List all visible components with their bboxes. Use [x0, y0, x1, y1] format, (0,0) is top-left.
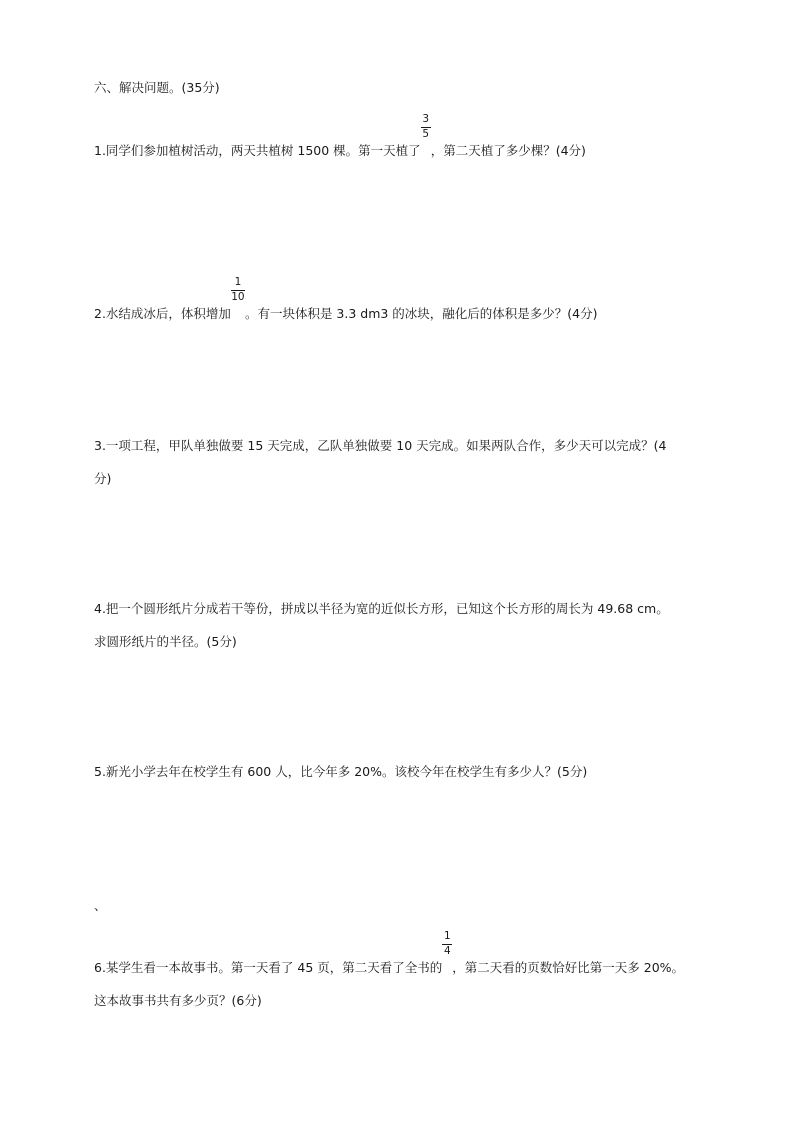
section-title: 六、解决问题。(35分) — [94, 80, 220, 95]
question-3-line-2: 分) — [94, 471, 112, 486]
fraction-numerator: 1 — [234, 276, 242, 288]
question-6-text-a: 6.某学生看一本故事书。第一天看了 45 页，第二天看了全书的 — [94, 960, 443, 975]
fraction-denominator: 10 — [231, 291, 245, 303]
fraction-denominator: 4 — [443, 945, 451, 957]
fraction-3-5 — [421, 113, 431, 159]
question-2-text-a: 2.水结成冰后，体积增加 — [94, 306, 231, 321]
fraction-numerator: 3 — [422, 113, 430, 125]
fraction-1-4 — [442, 930, 452, 976]
question-2-text-b: 。有一块体积是 3.3 dm3 的冰块，融化后的体积是多少？(4分) — [244, 306, 598, 321]
question-5: 5.新光小学去年在校学生有 600 人，比今年多 20%。该校今年在校学生有多少人？(5分) — [94, 764, 588, 779]
question-2 — [94, 276, 598, 322]
question-6-line-1 — [94, 930, 685, 976]
fraction-1-10 — [231, 276, 245, 322]
question-6-line-2: 这本故事书共有多少页？(6分) — [94, 993, 262, 1008]
question-6-text-b: ，第二天看的页数恰好比第一天多 20%。 — [452, 960, 685, 975]
fraction-denominator: 5 — [422, 128, 430, 140]
fraction-numerator: 1 — [443, 930, 451, 942]
question-4-line-2: 求圆形纸片的半径。(5分) — [94, 634, 237, 649]
question-1 — [94, 113, 586, 159]
question-1-text-b: ，第二天植了多少棵？(4分) — [430, 143, 586, 158]
question-4-line-1: 4.把一个圆形纸片分成若干等份，拼成以半径为宽的近似长方形，已知这个长方形的周长为 49.68 cm。 — [94, 601, 669, 616]
question-1-text-a: 1.同学们参加植树活动，两天共植树 1500 棵。第一天植了 — [94, 143, 421, 158]
question-3-line-1: 3.一项工程，甲队单独做要 15 天完成，乙队单独做要 10 天完成。如果两队合作，多少天可以完成？(4 — [94, 438, 667, 453]
stray-mark: 、 — [94, 899, 107, 913]
